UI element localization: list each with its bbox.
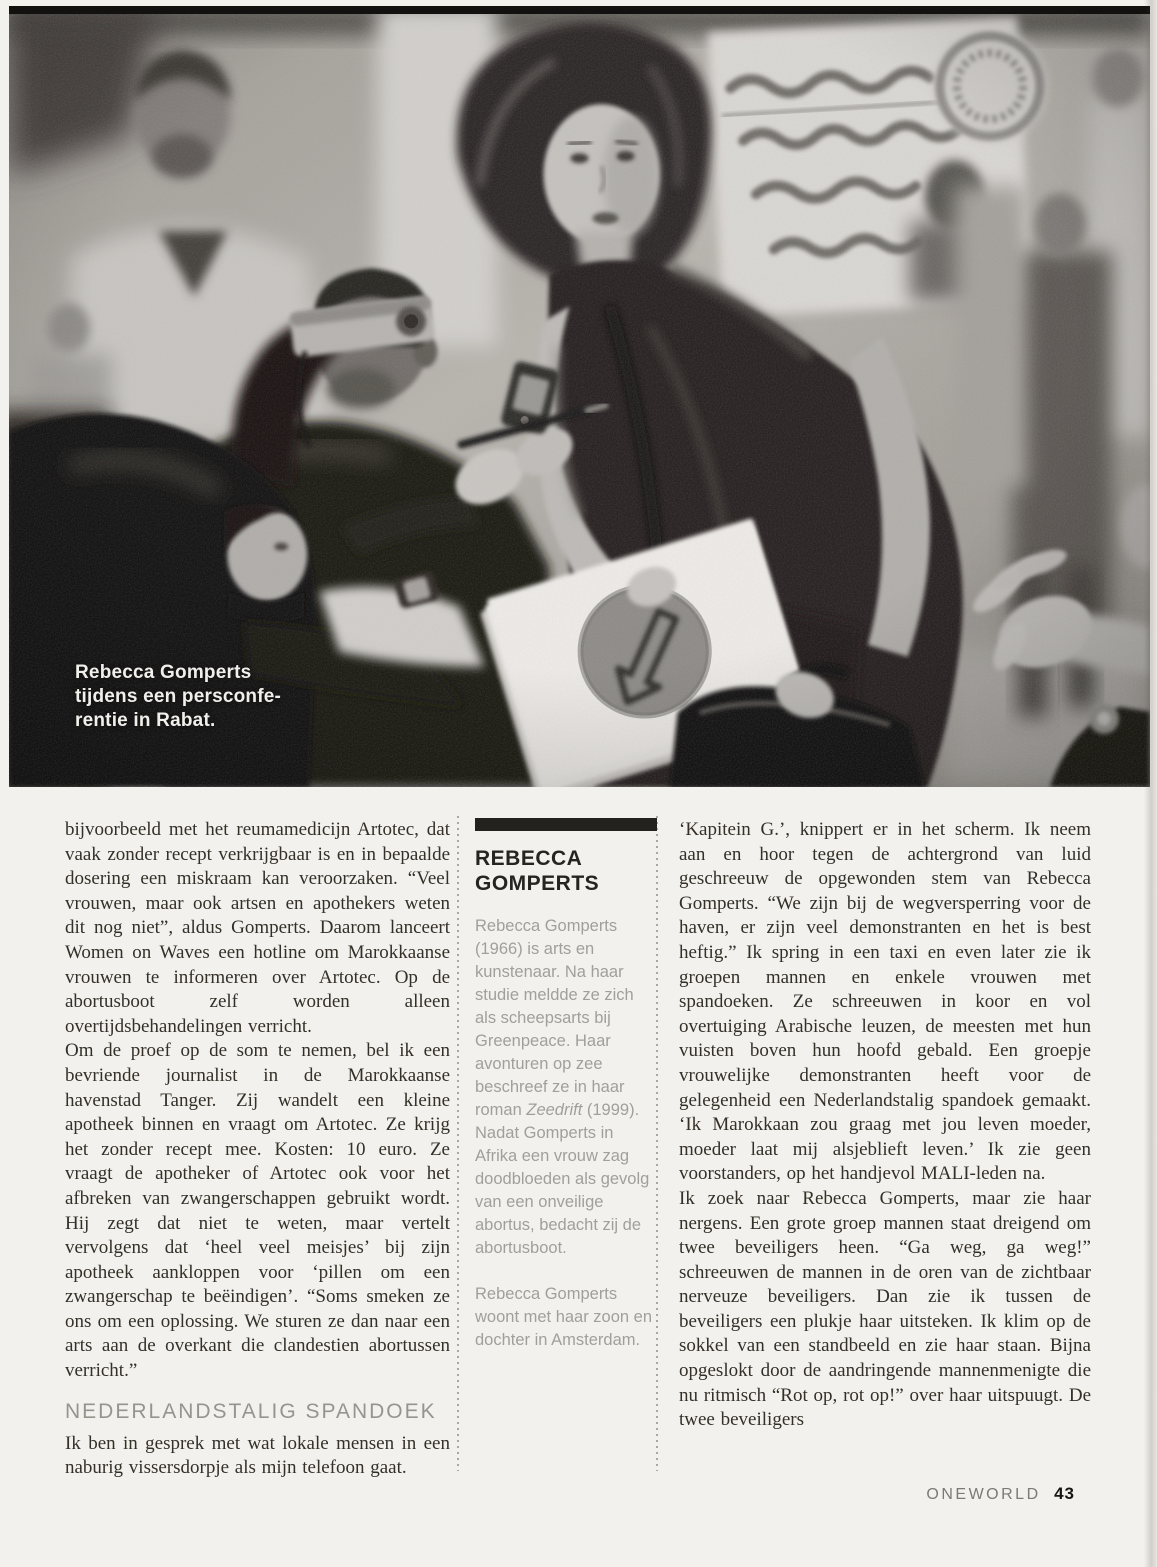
top-dark-strip: [9, 6, 1150, 14]
caption-line: tijdens een persconfe-: [75, 686, 282, 707]
photo-caption: [75, 661, 281, 733]
spacer: [475, 1260, 657, 1283]
paragraph: Om de proef op de som te nemen, bel ik een bevriende journalist in de Marokkaanse havenstad Tanger. Zij wandelt een kleine apotheek binnen en vraagt om Artotec. Ze krijg het zonder recept mee. Kosten: 10 euro. Ze vraagt de apotheker of Artotec ook voor het afbreken van zwangerschappen gebruikt wordt. Hij zegt dat niet te weten, maar vertelt vervolgens dat ‘heel veel meisjes’ bij zijn apotheek aankloppen voor ‘pillen om een zwangerschap te beëindigen’. “Soms smeken ze ons om een oplossing. We sturen ze dan naar een arts aan de overkant die clandestien abortussen verricht.”: [65, 1040, 450, 1382]
sidebar-rebecca-gomperts: [475, 818, 657, 1481]
paragraph: ‘Kapitein G.’, knippert er in het scherm. Ik neem aan en hoor tegen de achtergrond van luid geschreeuw de opgewonden stem van Rebecca Gomperts. “We zijn bij de wegversperring voor de haven, er zijn veel demonstranten en het is best heftig.” Ik spring in een taxi en even later zie ik groepen mannen en enkele vrouwen met spandoeken. Ze schreeuwen in koor en vol overtuiging Arabische leuzen, de meesten met hun vuisten boven hun hoofd gebald. Een groepje vrouwelijke demonstranten heeft voor de gelegenheid een Nederlandstalig spandoek gemaakt. ‘Ik Marokkaan zou graag met jou leven moeder, moeder laat mij alsjeblieft leven.’ Ik zie geen voorstanders, op het handjevol MALI-leden na.: [679, 819, 1091, 1185]
article-column-1: [65, 818, 450, 1481]
paragraph: Ik ben in gesprek met wat lokale mensen in een naburig vissersdorpje als mijn telefoon gaat.: [65, 1432, 450, 1479]
article-body: [65, 818, 1091, 1481]
sidebar-title-line: REBECCA: [475, 847, 583, 870]
magazine-name: ONEWORLD: [926, 1486, 1041, 1503]
paragraph: Ik zoek naar Rebecca Gomperts, maar zie haar nergens. Een grote groep mannen staat dreigend om twee beveiligers heen. “Ga weg, ga weg!” schreeuwen de mannen in de oren van de zichtbaar nerveuze beveiligers. Dan zie ik tussen de beveiligers een plukje haar uitsteken. Ik klim op de sokkel van een standbeeld en zie haar staan. Bijna opgeslokt door de aandringende mannenmenigte die nu ritmisch “Rot op, rot op!” over haar uitspuugt. De twee beveiligers: [679, 1187, 1091, 1431]
page-number: 43: [1054, 1484, 1075, 1503]
paragraph: Nadat Gomperts in Afrika een vrouw zag doodbloeden als gevolg van een onveilige abortus, bedacht zij de abortusboot.: [475, 1124, 650, 1257]
book-title: Zeedrift: [526, 1101, 583, 1119]
press-conference-photo: [9, 6, 1150, 787]
sidebar-top-bar: [475, 818, 657, 831]
paragraph: bijvoorbeeld met het reumamedicijn Artotec, dat vaak zonder recept verkrijgbaar is en in bepaalde dosering een miskraam kan veroorzaken. “Veel vrouwen, maar ook artsen en apothekers weten dit nog niet”, aldus Gomperts. Daarom lanceert Women on Waves een hotline om Marokkaanse vrouwen te informeren over Artotec. Op de abortusboot zelf worden alleen overtijdsbehandelingen verricht.: [65, 819, 450, 1037]
article-column-3: [679, 818, 1091, 1481]
sidebar-text: Rebecca Gomperts (1966) is arts en kunstenaar. Na haar studie meldde ze zich als scheepsarts bij Greenpeace. Haar avonturen op zee beschreef ze in haar roman: [475, 917, 634, 1119]
sidebar-title: [475, 846, 657, 896]
paragraph: [475, 915, 657, 1122]
section-heading: NEDERLANDSTALIG SPANDOEK: [65, 1399, 437, 1423]
caption-line: rentie in Rabat.: [75, 710, 216, 731]
sidebar-title-line: GOMPERTS: [475, 872, 600, 895]
sidebar-text: (1999).: [582, 1101, 640, 1119]
page-footer: [926, 1484, 1075, 1504]
paragraph: Rebecca Gomperts woont met haar zoon en dochter in Amsterdam.: [475, 1285, 653, 1349]
caption-line: Rebecca Gomperts: [75, 662, 252, 683]
